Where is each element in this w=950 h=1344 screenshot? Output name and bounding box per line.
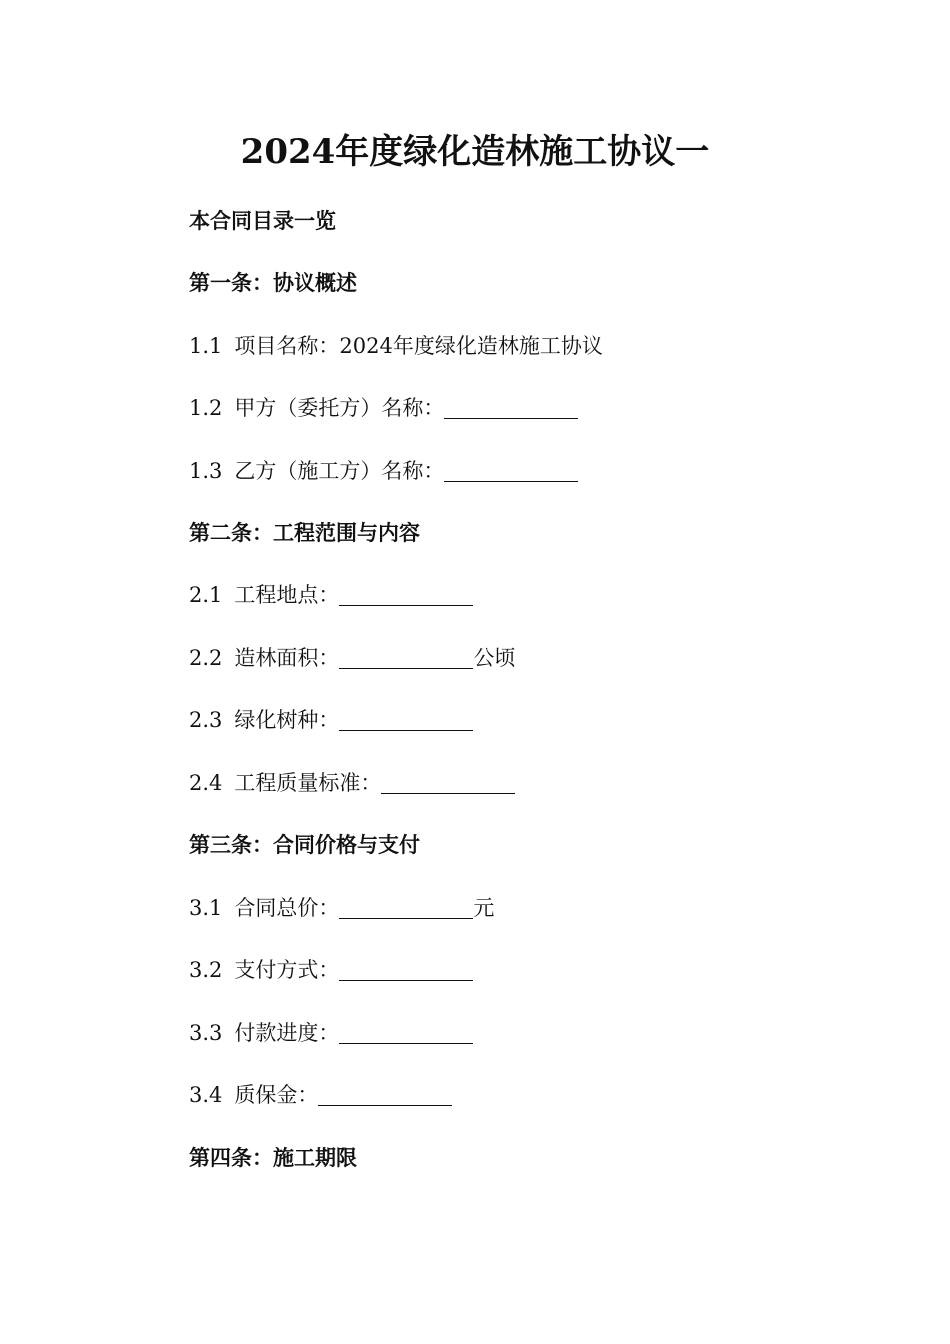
clause-number: 3.1 xyxy=(189,896,223,920)
fill-in-blank[interactable] xyxy=(339,1042,473,1044)
clause-3-2 xyxy=(189,955,473,985)
clause-label: 工程地点： xyxy=(234,583,340,607)
fill-in-blank[interactable] xyxy=(381,792,515,794)
clause-number: 3.4 xyxy=(189,1083,223,1107)
fill-in-blank[interactable] xyxy=(444,480,578,482)
clause-label: 付款进度： xyxy=(234,1021,340,1045)
clause-number: 3.2 xyxy=(189,958,223,982)
document-title: 2024年度绿化造林施工协议一 xyxy=(240,132,710,172)
clause-number: 1.3 xyxy=(189,459,223,483)
section-heading-1: 第一条：协议概述 xyxy=(189,270,357,295)
toc-heading: 本合同目录一览 xyxy=(189,208,336,233)
clause-2-1 xyxy=(189,580,473,610)
clause-label: 造林面积： xyxy=(234,646,340,670)
clause-label: 绿化树种： xyxy=(234,708,340,732)
clause-label: 合同总价： xyxy=(234,896,340,920)
clause-number: 2.4 xyxy=(189,771,223,795)
clause-2-4 xyxy=(189,768,515,798)
fill-in-blank[interactable] xyxy=(339,729,473,731)
section-heading-4: 第四条：施工期限 xyxy=(189,1145,357,1170)
clause-label: 工程质量标准： xyxy=(234,771,382,795)
clause-label: 甲方（委托方）名称： xyxy=(234,396,445,420)
clause-number: 2.1 xyxy=(189,583,223,607)
fill-in-blank[interactable] xyxy=(339,917,473,919)
fill-in-blank[interactable] xyxy=(444,417,578,419)
fill-in-blank[interactable] xyxy=(339,667,473,669)
clause-number: 2.2 xyxy=(189,646,223,670)
clause-1-2 xyxy=(189,393,578,423)
section-heading-2: 第二条：工程范围与内容 xyxy=(189,520,420,545)
clause-number: 1.2 xyxy=(189,396,223,420)
clause-3-3 xyxy=(189,1018,473,1048)
clause-label: 乙方（施工方）名称： xyxy=(234,459,445,483)
clause-1-1 xyxy=(189,331,603,361)
clause-number: 2.3 xyxy=(189,708,223,732)
fill-in-blank[interactable] xyxy=(318,1104,452,1106)
clause-3-4 xyxy=(189,1080,452,1110)
clause-1-3 xyxy=(189,456,578,486)
clause-label: 支付方式： xyxy=(234,958,340,982)
clause-unit: 元 xyxy=(473,896,495,920)
clause-unit: 公顷 xyxy=(473,646,516,670)
section-heading-3: 第三条：合同价格与支付 xyxy=(189,832,420,857)
fill-in-blank[interactable] xyxy=(339,979,473,981)
clause-label: 项目名称：2024年度绿化造林施工协议 xyxy=(234,334,603,358)
clause-label: 质保金： xyxy=(234,1083,319,1107)
fill-in-blank[interactable] xyxy=(339,604,473,606)
clause-number: 3.3 xyxy=(189,1021,223,1045)
clause-2-3 xyxy=(189,705,473,735)
clause-2-2 xyxy=(189,643,515,673)
clause-3-1 xyxy=(189,893,494,923)
clause-number: 1.1 xyxy=(189,334,223,358)
